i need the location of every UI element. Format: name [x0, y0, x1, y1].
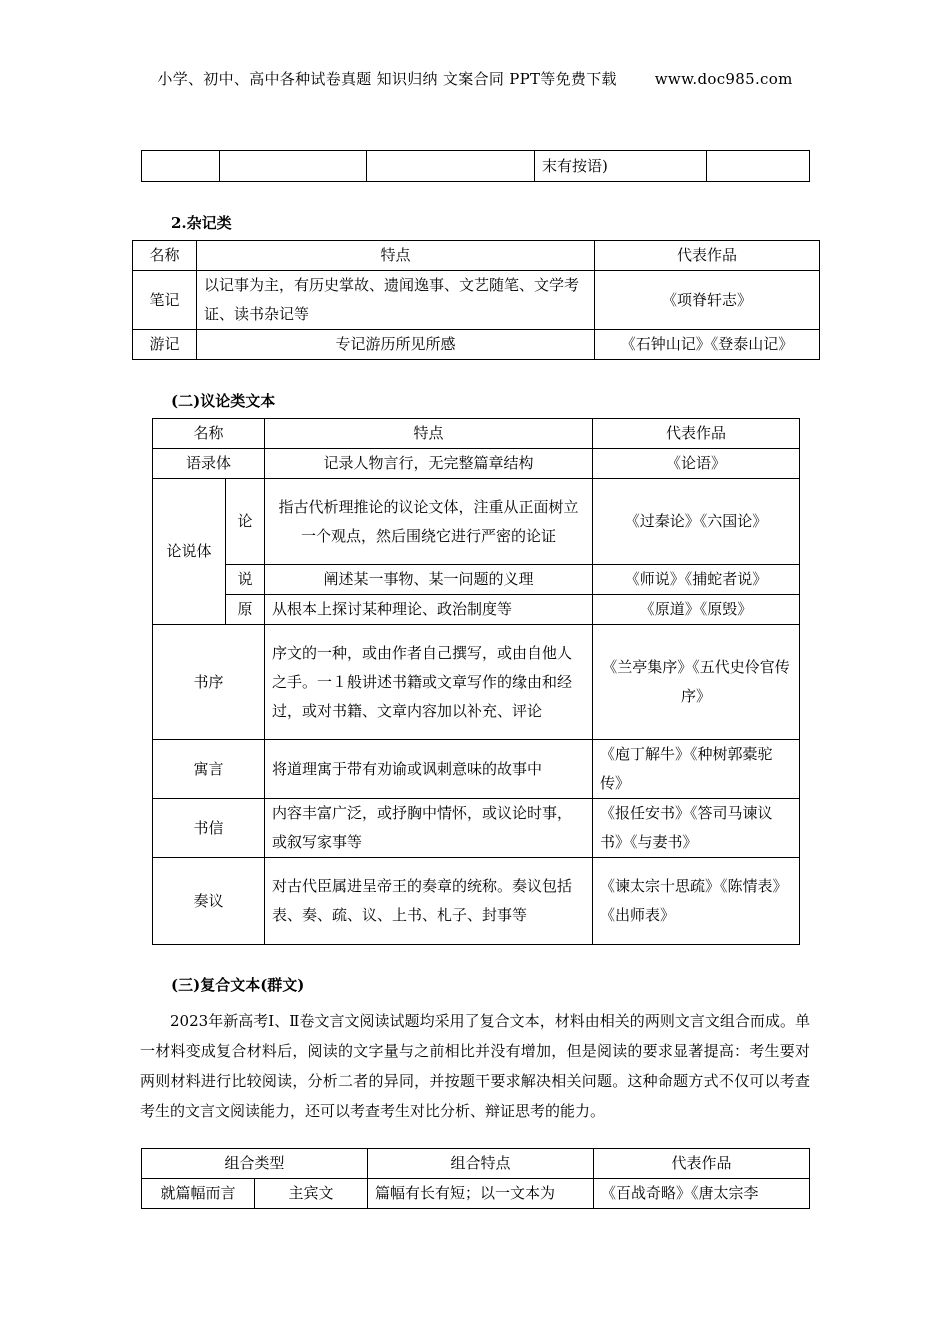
fuhe-table: [141, 1148, 810, 1209]
cell-works: 《庖丁解牛》《种树郭橐驼传》: [593, 740, 800, 799]
cell-subtype: 主宾文: [255, 1179, 368, 1209]
continuation-table: [141, 150, 810, 182]
table-row: [153, 858, 800, 945]
column-header: 代表作品: [593, 419, 800, 449]
column-header: 代表作品: [595, 241, 820, 271]
table-row: [153, 565, 800, 595]
cell-feature: 从根本上探讨某种理论、政治制度等: [265, 595, 593, 625]
header-url: www.doc985.com: [654, 70, 793, 88]
cell-feature: 以记事为主，有历史掌故、遗闻逸事、文艺随笔、文学考证、读书杂记等: [197, 271, 595, 330]
yilun-table: [152, 418, 800, 945]
cell-works: 《原道》《原毁》: [593, 595, 800, 625]
header-text: 小学、初中、高中各种试卷真题 知识归纳 文案合同 PPT等免费下载: [157, 70, 617, 88]
table-row: [133, 271, 820, 330]
table-row: [153, 449, 800, 479]
column-header: 名称: [133, 241, 197, 271]
section-heading-yilun: (二)议论类文本: [171, 392, 276, 410]
cell-feature: 将道理寓于带有劝谕或讽刺意味的故事中: [265, 740, 593, 799]
cell-name: 游记: [133, 330, 197, 360]
cell-feature: 序文的一种，或由作者自己撰写，或由自他人之手。一１般讲述书籍或文章写作的缘由和经过，或对书籍、文章内容加以补充、评论: [265, 625, 593, 740]
cell-works: 《报任安书》《答司马谏议书》《与妻书》: [593, 799, 800, 858]
table-row: [153, 595, 800, 625]
cell-feature: 专记游历所见所感: [197, 330, 595, 360]
cell-subname: 论: [226, 479, 265, 565]
cell-feature: 内容丰富广泛，或抒胸中情怀，或议论时事，或叙写家事等: [265, 799, 593, 858]
column-header: 组合特点: [368, 1149, 594, 1179]
cell-type: 就篇幅而言: [142, 1179, 255, 1209]
cell-works: 《师说》《捕蛇者说》: [593, 565, 800, 595]
cell-name: 论说体: [153, 479, 226, 625]
cell-works: 《兰亭集序》《五代史伶官传序》: [593, 625, 800, 740]
table-row: [153, 479, 800, 565]
table-cell: [220, 151, 367, 182]
column-header: 代表作品: [594, 1149, 810, 1179]
cell-works: 《百战奇略》《唐太宗李: [594, 1179, 810, 1209]
cell-feature: 指古代析理推论的议论文体，注重从正面树立一个观点，然后围绕它进行严密的论证: [265, 479, 593, 565]
section-heading-fuhe: (三)复合文本(群文): [171, 976, 305, 994]
column-header: 名称: [153, 419, 265, 449]
table-row: [142, 1179, 810, 1209]
cell-feature: 阐述某一事物、某一问题的义理: [265, 565, 593, 595]
cell-name: 书信: [153, 799, 265, 858]
cell-name: 笔记: [133, 271, 197, 330]
cell-name: 寓言: [153, 740, 265, 799]
cell-subname: 原: [226, 595, 265, 625]
table-cell: [142, 151, 220, 182]
cell-subname: 说: [226, 565, 265, 595]
body-paragraph: 2023年新高考Ⅰ、Ⅱ卷文言文阅读试题均采用了复合文本，材料由相关的两则文言文组合而成。单一材料变成复合材料后，阅读的文字量与之前相比并没有增加，但是阅读的要求显著提高：考生要对两则材料进行比较阅读，分析二者的异同，并按题干要求解决相关问题。这种命题方式不仅可以考查考生的文言文阅读能力，还可以考查考生对比分析、辩证思考的能力。: [140, 1012, 810, 1120]
page-header: [0, 68, 950, 89]
cell-works: 《项脊轩志》: [595, 271, 820, 330]
cell-works: 《论语》: [593, 449, 800, 479]
table-row: [153, 799, 800, 858]
cell-name: 语录体: [153, 449, 265, 479]
cell-name: 奏议: [153, 858, 265, 945]
cell-works: 《石钟山记》《登泰山记》: [595, 330, 820, 360]
column-header: 特点: [265, 419, 593, 449]
column-header: 特点: [197, 241, 595, 271]
table-cell: [367, 151, 535, 182]
table-cell: [707, 151, 810, 182]
cell-feature: 篇幅有长有短；以一文本为: [368, 1179, 594, 1209]
cell-works: 《过秦论》《六国论》: [593, 479, 800, 565]
cell-feature: 记录人物言行，无完整篇章结构: [265, 449, 593, 479]
table-row: [153, 625, 800, 740]
column-header: 组合类型: [142, 1149, 368, 1179]
cell-name: 书序: [153, 625, 265, 740]
cell-works: 《谏太宗十思疏》《陈情表》《出师表》: [593, 858, 800, 945]
cell-feature: 对古代臣属进呈帝王的奏章的统称。奏议包括表、奏、疏、议、上书、札子、封事等: [265, 858, 593, 945]
table-cell: 末有按语): [535, 151, 707, 182]
section-heading-zaji: 2.杂记类: [171, 214, 232, 232]
table-row: [153, 740, 800, 799]
zaji-table: [132, 240, 820, 360]
table-row: [133, 330, 820, 360]
